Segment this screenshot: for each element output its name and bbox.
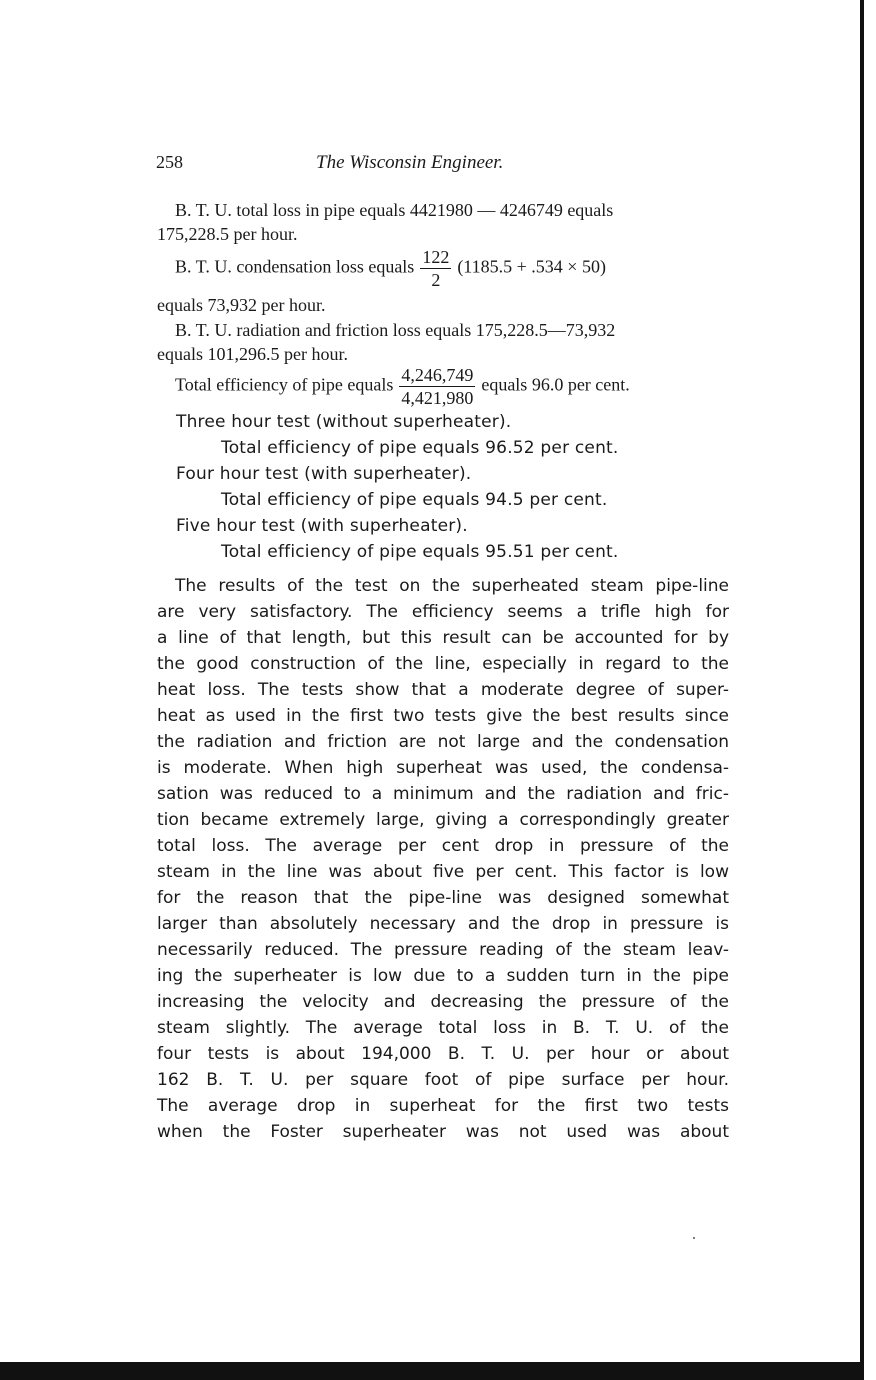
test-1-result: Total efficiency of pipe equals 96.52 per cent. [221, 438, 619, 458]
test-2-title: Four hour test (with superheater). [176, 464, 472, 484]
scan-speck [693, 1237, 695, 1239]
paragraph-line: The average drop in superheat for the first two tests [157, 1096, 729, 1116]
paragraph-line: for the reason that the pipe-line was designed somewhat [157, 888, 729, 908]
calc-line-2-pre: B. T. U. condensation loss equals [175, 256, 415, 277]
paragraph-line: heat as used in the first two tests give the best results since [157, 706, 729, 726]
discussion-paragraph [157, 573, 729, 1145]
calc-line-3b: equals 101,296.5 per hour. [157, 344, 348, 364]
calc-line-2b: equals 73,932 per hour. [157, 295, 326, 315]
page-header [156, 152, 730, 178]
paragraph-line: the radiation and friction are not large and the condensation [157, 732, 729, 752]
paragraph-line: is moderate. When high superheat was used, the condensa- [157, 758, 729, 778]
scan-border-bottom [0, 1362, 864, 1380]
paragraph-line: total loss. The average per cent drop in pressure of the [157, 836, 729, 856]
paragraph-line: sation was reduced to a minimum and the radiation and fric- [157, 784, 729, 804]
calc-line-4-pre: Total efficiency of pipe equals [175, 374, 394, 395]
calc-line-1b: 175,228.5 per hour. [157, 224, 298, 244]
test-3-result: Total efficiency of pipe equals 95.51 per cent. [221, 542, 619, 562]
paragraph-line: a line of that length, but this result can be accounted for by [157, 628, 729, 648]
scan-border-right [860, 0, 864, 1362]
calc-line-2-post: (1185.5 + .534 × 50) [457, 256, 606, 277]
paragraph-line: ing the superheater is low due to a sudden turn in the pipe [157, 966, 729, 986]
calc-line-1a: B. T. U. total loss in pipe equals 4421980 — 4246749 equals [175, 200, 614, 220]
fraction-numerator: 122 [422, 247, 450, 267]
test-1-title: Three hour test (without superheater). [176, 412, 512, 432]
paragraph-line: steam slightly. The average total loss in B. T. U. of the [157, 1018, 729, 1038]
paragraph-line: larger than absolutely necessary and the drop in pressure is [157, 914, 729, 934]
paragraph-line: the good construction of the line, especially in regard to the [157, 654, 729, 674]
paragraph-line: heat loss. The tests show that a moderate degree of super- [157, 680, 729, 700]
fraction-denominator: 4,421,980 [401, 388, 474, 408]
test-3-title: Five hour test (with superheater). [176, 516, 468, 536]
running-title: The Wisconsin Engineer. [316, 152, 504, 173]
paragraph-line: are very satisfactory. The efficiency seems a trifle high for [157, 602, 729, 622]
paragraph-line: tion became extremely large, giving a correspondingly greater [157, 810, 729, 830]
paragraph-line: 162 B. T. U. per square foot of pipe surface per hour. [157, 1070, 729, 1090]
test-2-result: Total efficiency of pipe equals 94.5 per cent. [221, 490, 608, 510]
calc-line-4-post: equals 96.0 per cent. [481, 374, 630, 395]
fraction-numerator: 4,246,749 [401, 365, 474, 385]
paragraph-line: steam in the line was about five per cent. This factor is low [157, 862, 729, 882]
paragraph-line: The results of the test on the superheated steam pipe-line [175, 576, 729, 596]
efficiency-fraction [399, 364, 475, 409]
paragraph-line: when the Foster superheater was not used was about [157, 1122, 729, 1142]
calc-line-4 [175, 364, 630, 409]
fraction-122-over-2 [420, 246, 451, 291]
fraction-denominator: 2 [431, 270, 441, 290]
calc-line-2 [175, 246, 606, 291]
calc-line-3a: B. T. U. radiation and friction loss equals 175,228.5—73,932 [175, 320, 616, 340]
paragraph-line: increasing the velocity and decreasing the pressure of the [157, 992, 729, 1012]
page-number: 258 [156, 152, 183, 172]
paragraph-line: necessarily reduced. The pressure reading of the steam leav- [157, 940, 729, 960]
paragraph-line: four tests is about 194,000 B. T. U. per hour or about [157, 1044, 729, 1064]
